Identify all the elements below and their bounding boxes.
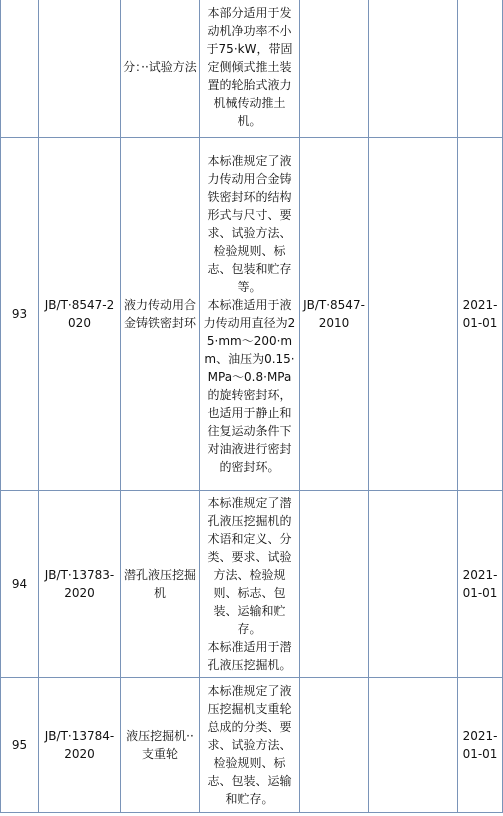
table-row [1,491,503,678]
effective-date: 2021-01-01 [458,678,503,813]
table-row [1,678,503,813]
scope-paragraph: 本标准规定了液力传动用合金铸铁密封环的结构形式与尺寸、要求、试验方法、检验规则、标志、包装和贮存等。 [207,154,292,294]
row-number: 94 [1,491,39,678]
table-row [1,0,503,138]
standard-name: 液压挖掘机··支重轮 [121,678,200,813]
standard-scope [200,678,300,813]
standard-number: JB/T·8547-2020 [39,138,121,491]
empty-cell [369,678,458,813]
scope-paragraph: 本标准规定了液压挖掘机支重轮总成的分类、要求、试验方法、检验规则、标志、包装、运输和贮存。 [207,684,292,806]
standard-name: 分：··试验方法 [121,0,200,138]
standard-scope [200,138,300,491]
replaced-standard [300,678,369,813]
row-number: 93 [1,138,39,491]
replaced-standard [300,491,369,678]
effective-date: 2021-01-01 [458,138,503,491]
table-row [1,138,503,491]
effective-date: 2021-01-01 [458,491,503,678]
row-number [1,0,39,138]
standard-number [39,0,121,138]
standard-number: JB/T·13784-2020 [39,678,121,813]
scope-paragraph: 本标准适用于液力传动用直径为25·mm～200·mm、油压为0.15·MPa～0.8·MPa的旋转密封环，也适用于静止和往复运动条件下对油液进行密封的密封环。 [203,298,296,474]
empty-cell [369,491,458,678]
replaced-standard [300,0,369,138]
replaced-standard: JB/T·8547-2010 [300,138,369,491]
empty-cell [369,0,458,138]
standard-scope [200,0,300,138]
scope-paragraph: 本标准适用于潜孔液压挖掘机。 [207,640,292,672]
standard-scope [200,491,300,678]
row-number: 95 [1,678,39,813]
scope-paragraph: 本标准规定了潜孔液压挖掘机的术语和定义、分类、要求、试验方法、检验规则、标志、包装、运输和贮存。 [207,496,292,636]
scope-paragraph: 本部分适用于发动机净功率不小于75·kW，带固定侧倾式推土装置的轮胎式液力机械传动推土机。 [206,6,293,128]
effective-date [458,0,503,138]
standard-name: 潜孔液压挖掘机 [121,491,200,678]
standard-number: JB/T·13783-2020 [39,491,121,678]
standard-name: 液力传动用合金铸铁密封环 [121,138,200,491]
empty-cell [369,138,458,491]
